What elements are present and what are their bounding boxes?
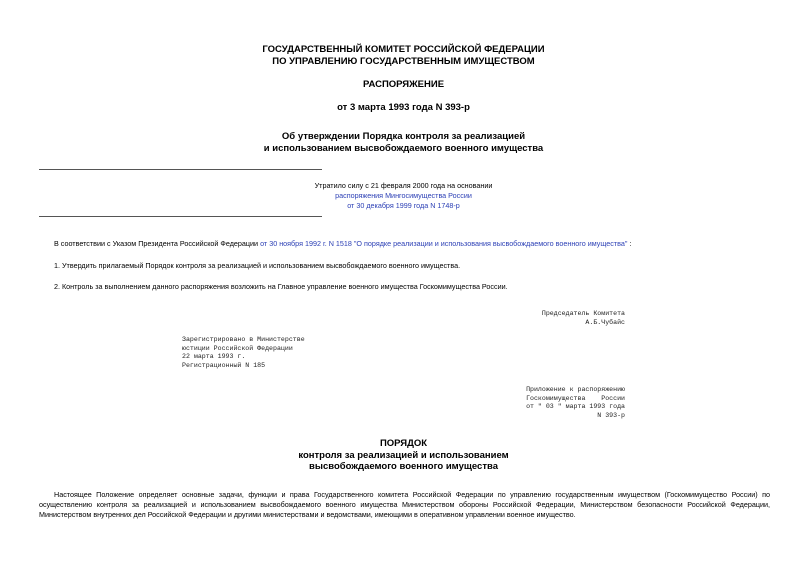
registration-line-1: Зарегистрировано в Министерстве xyxy=(182,336,305,343)
section-title-2: контроля за реализацией и использованием xyxy=(298,450,509,461)
document-type: РАСПОРЯЖЕНИЕ xyxy=(362,79,445,90)
appendix-line-3: от " 03 " марта 1993 года xyxy=(526,403,625,411)
document-title-line-2: и использованием высвобождаемого военного имущества xyxy=(263,143,544,154)
appendix-block xyxy=(520,386,625,420)
status-line: Утратило силу с 21 февраля 2000 года на основании xyxy=(314,181,493,190)
signature-name: А.Б.Чубайс xyxy=(585,318,625,326)
preamble xyxy=(54,239,794,249)
order-item-2: 2. Контроль за выполнением данного распоряжения возложить на Главное управление военного имущества Госкомимущества России. xyxy=(54,282,508,291)
document-date-number: от 3 марта 1993 года N 393-р xyxy=(337,102,470,113)
appendix-line-4: N 393-р xyxy=(597,411,625,419)
status-link-2[interactable]: от 30 декабря 1999 года N 1748-р xyxy=(347,201,460,210)
appendix-line-1: Приложение к распоряжению xyxy=(526,386,625,393)
preamble-tail: : xyxy=(627,239,632,248)
issuer-line-1: ГОСУДАРСТВЕННЫЙ КОМИТЕТ РОССИЙСКОЙ ФЕДЕРАЦИИ xyxy=(262,44,545,55)
status-link-1[interactable]: распоряжения Мингосимущества России xyxy=(335,191,472,200)
section-title-1: ПОРЯДОК xyxy=(379,438,428,449)
preamble-text: В соответствии с Указом Президента Российской Федерации xyxy=(54,239,261,248)
registration-line-2: юстиции Российской Федерации xyxy=(182,344,293,352)
section-title-3: высвобождаемого военного имущества xyxy=(309,461,498,472)
divider-bottom xyxy=(39,216,322,217)
divider-top xyxy=(39,169,322,170)
registration-date: 22 марта 1993 г. xyxy=(182,353,246,361)
signature-block xyxy=(520,310,625,327)
document-title-line-1: Об утверждении Порядка контроля за реализацией xyxy=(281,131,526,142)
decree-link[interactable]: от 30 ноября 1992 г. N 1518 "О порядке реализации и использования высвобождаемого военного имущества" xyxy=(260,239,628,248)
signature-title: Председатель Комитета xyxy=(541,310,625,317)
registration-block xyxy=(182,336,305,370)
order-item-1: 1. Утвердить прилагаемый Порядок контроля за реализацией и использованием высвобождаемого военного имущества. xyxy=(54,261,461,270)
registration-number: Регистрационный N 185 xyxy=(182,361,266,369)
issuer-line-2: ПО УПРАВЛЕНИЮ ГОСУДАРСТВЕННЫМ ИМУЩЕСТВОМ xyxy=(272,56,535,67)
body-paragraph: Настоящее Положение определяет основные задачи, функции и права Государственного комитета Российской Федерации по управлению государственным имуществом (Госкомимущество России) по осуществлению контроля за реализацией и использованием высвобождаемого военного имущества Министерством обороны Российской Федерации, Министерством безопасности Российской Федерации, Министерством внутренних дел Российской Федерации и другими министерствами и ведомствами, имеющими в оперативном управлении военное имущество. xyxy=(39,490,770,519)
appendix-line-2: Госкомимущества России xyxy=(526,394,625,402)
